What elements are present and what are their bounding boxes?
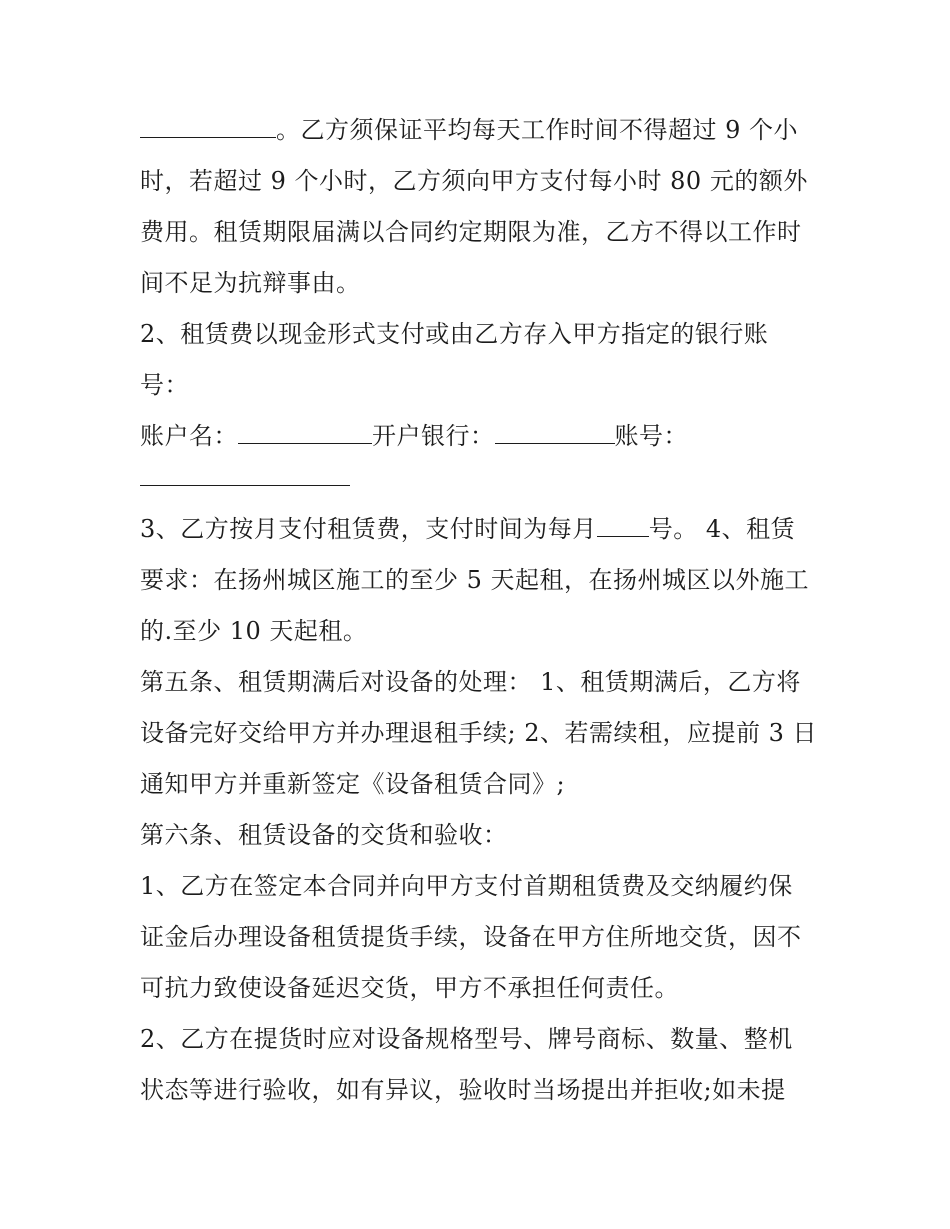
paragraph-line: 第六条、租赁设备的交货和验收： bbox=[140, 821, 508, 849]
bank-account-line bbox=[140, 420, 688, 452]
paragraph-line: 可抗力致使设备延迟交货，甲方不承担任何责任。 bbox=[140, 974, 679, 1002]
paragraph-line: 状态等进行验收，如有异议，验收时当场提出并拒收;如未提 bbox=[140, 1076, 786, 1104]
paragraph-line: 间不足为抗辩事由。 bbox=[140, 269, 361, 297]
paragraph-line: 设备完好交给甲方并办理退租手续; 2、若需续租，应提前 3 日 bbox=[140, 719, 818, 747]
paragraph-line: 证金后办理设备租赁提货手续，设备在甲方住所地交货，因不 bbox=[140, 923, 802, 951]
account-number-blank[interactable] bbox=[140, 463, 350, 486]
line-text: 3、乙方按月支付租赁费，支付时间为每月 bbox=[140, 515, 597, 543]
payment-day-blank[interactable] bbox=[597, 514, 649, 537]
paragraph-line: 1、乙方在签定本合同并向甲方支付首期租赁费及交纳履约保 bbox=[140, 872, 793, 900]
paragraph-line: 通知甲方并重新签定《设备租赁合同》; bbox=[140, 770, 566, 798]
paragraph-line: 号： bbox=[140, 371, 189, 399]
paragraph-line bbox=[140, 114, 798, 146]
account-number-line bbox=[140, 462, 350, 494]
bank-label: 开户银行： bbox=[372, 422, 495, 450]
account-name-label: 账户名： bbox=[140, 422, 238, 450]
paragraph-line: 费用。租赁期限届满以合同约定期限为准，乙方不得以工作时 bbox=[140, 218, 802, 246]
paragraph-line: 的.至少 10 天起租。 bbox=[140, 617, 368, 645]
paragraph-line bbox=[140, 513, 795, 545]
paragraph-line: 时，若超过 9 个小时，乙方须向甲方支付每小时 80 元的额外 bbox=[140, 167, 808, 195]
bank-blank[interactable] bbox=[495, 421, 615, 444]
paragraph-line: 第五条、租赁期满后对设备的处理： 1、租赁期满后，乙方将 bbox=[140, 668, 801, 696]
fill-in-blank[interactable] bbox=[140, 115, 276, 138]
paragraph-line: 2、租赁费以现金形式支付或由乙方存入甲方指定的银行账 bbox=[140, 320, 769, 348]
paragraph-line: 要求：在扬州城区施工的至少 5 天起租，在扬州城区以外施工 bbox=[140, 566, 810, 594]
line-text: 。乙方须保证平均每天工作时间不得超过 9 个小 bbox=[276, 116, 799, 144]
line-text: 号。 4、租赁 bbox=[648, 515, 796, 543]
account-number-label: 账号： bbox=[614, 422, 688, 450]
paragraph-line: 2、乙方在提货时应对设备规格型号、牌号商标、数量、整机 bbox=[140, 1025, 793, 1053]
account-name-blank[interactable] bbox=[238, 421, 372, 444]
